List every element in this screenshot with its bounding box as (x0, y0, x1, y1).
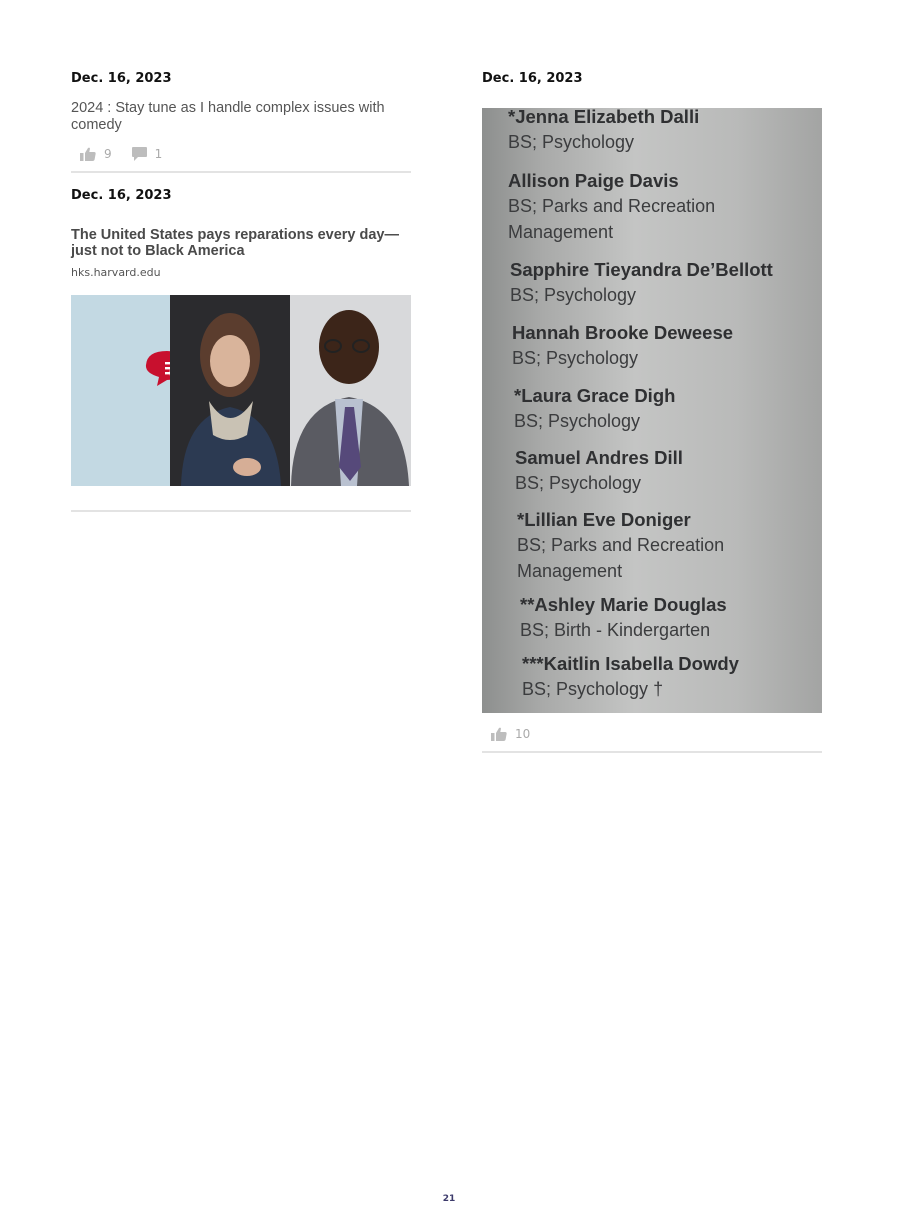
roster-degree: Management (508, 222, 614, 242)
roster-entry (514, 384, 675, 434)
roster-entry (512, 321, 733, 371)
link-title[interactable]: The United States pays reparations every day—just not to Black America (71, 227, 399, 259)
post-date: Dec. 16, 2023 (71, 71, 172, 86)
speech-bubble-icon (132, 147, 147, 161)
link-source: hks.harvard.edu (71, 266, 161, 279)
like-button[interactable] (491, 727, 530, 741)
photo-graduation-roster[interactable] (482, 108, 822, 713)
roster-degree: BS; Psychology (512, 348, 639, 368)
like-button[interactable] (80, 147, 112, 161)
roster-name: ***Kaitlin Isabella Dowdy (522, 653, 739, 674)
link-preview-illustration (71, 295, 411, 486)
roster-entry (508, 108, 699, 155)
roster-degree: BS; Psychology (510, 285, 637, 305)
comment-count: 1 (154, 147, 163, 161)
roster-degree: BS; Psychology † (522, 679, 664, 699)
roster-degree: BS; Psychology (508, 132, 635, 152)
post-date: Dec. 16, 2023 (482, 71, 583, 86)
divider (71, 510, 411, 512)
roster-degree: BS; Psychology (515, 473, 642, 493)
roster-degree: BS; Parks and Recreation (517, 535, 725, 555)
divider (482, 751, 822, 753)
roster-entry (520, 593, 727, 643)
reaction-bar (71, 144, 411, 164)
post-card (71, 187, 411, 512)
right-column (482, 70, 822, 753)
reaction-bar (482, 724, 822, 744)
post-card (482, 70, 822, 753)
roster-name: **Ashley Marie Douglas (520, 594, 727, 615)
roster-name: Hannah Brooke Deweese (512, 322, 734, 343)
roster-name: *Lillian Eve Doniger (517, 509, 691, 530)
roster-name: Samuel Andres Dill (515, 447, 683, 468)
like-count: 10 (515, 727, 531, 741)
roster-entry (515, 446, 683, 496)
post-date: Dec. 16, 2023 (71, 188, 172, 203)
page-number: 21 (442, 1194, 456, 1204)
left-column (71, 70, 411, 512)
roster-name: Sapphire Tieyandra De’Bellott (510, 259, 773, 280)
post-card (71, 70, 411, 173)
roster-entry (510, 258, 773, 308)
roster-degree: BS; Parks and Recreation (508, 196, 716, 216)
roster-entry (517, 508, 724, 584)
roster-degree: Management (517, 561, 623, 581)
roster-name: *Laura Grace Digh (514, 385, 676, 406)
like-count: 9 (104, 147, 112, 161)
thumbs-up-icon (80, 147, 96, 161)
thumbs-up-icon (491, 727, 507, 741)
roster-name: *Jenna Elizabeth Dalli (508, 108, 700, 127)
link-preview-image[interactable] (71, 295, 411, 486)
post-text: 2024 : Stay tune as I handle complex issues with comedy (71, 100, 385, 133)
roster-entry (522, 652, 739, 702)
roster-name: Allison Paige Davis (508, 170, 679, 191)
comment-button[interactable] (132, 147, 163, 161)
roster-entry (508, 169, 715, 245)
divider (71, 171, 411, 173)
roster-degree: BS; Birth - Kindergarten (520, 620, 711, 640)
roster-degree: BS; Psychology (514, 411, 641, 431)
